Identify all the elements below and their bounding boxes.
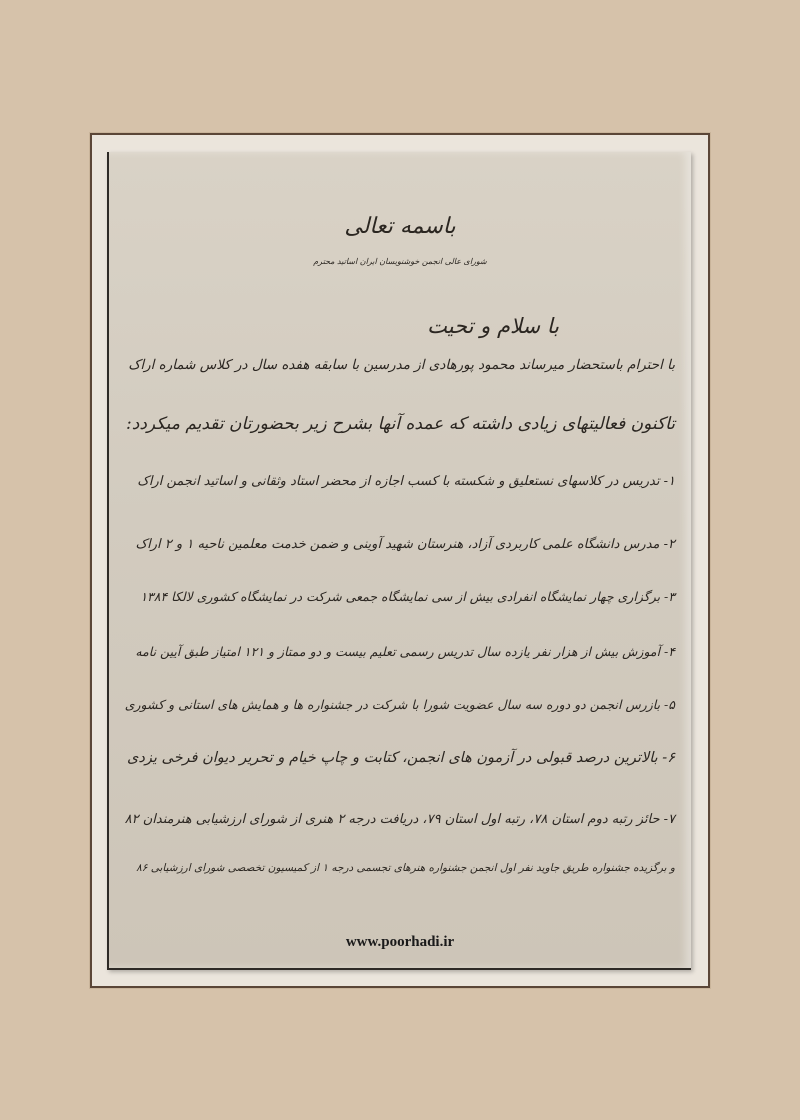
website-url: www.poorhadi.ir (345, 934, 455, 950)
intro-line: تاکنون فعالیتهای زیادی داشته که عمده آنها بشرح زیر بحضورتان تقدیم میکردد: (126, 414, 675, 434)
list-item: و برگزیده جشنواره طریق جاوید نفر اول انجمن جشنواره هنرهای تجسمی درجه ۱ از کمیسیون تخصصی شورای ارزشیابی ۸۶ (136, 862, 675, 874)
list-item: ۶- بالاترین درصد قبولی در آزمون های انجمن، کتابت و چاپ خیام و تحریر دیوان فرخی یزدی (127, 750, 675, 766)
list-item: ۵- بازرس انجمن دو دوره سه سال عضویت شورا با شرکت در جشنواره ها و همایش های استانی و کشوری (124, 697, 675, 712)
list-item: ۴- آموزش بیش از هزار نفر یازده سال تدریس رسمی تعلیم بیست و دو ممتاز و ۱۲۱ امتیاز طبق آیین نامه (135, 644, 675, 659)
list-item: ۱- تدریس در کلاسهای نستعلیق و شکسته با کسب اجازه از محضر استاد وثقانی و اساتید انجمن اراک (137, 474, 675, 489)
list-item: ۲- مدرس دانشگاه علمی کاربردی آزاد، هنرستان شهید آوینی و ضمن خدمت معلمین ناحیه ۱ و ۲ اراک (135, 537, 675, 552)
intro-line: با احترام باستحضار میرساند محمود پورهادی از مدرسین با سابقه هفده سال در کلاس شماره اراک (128, 357, 675, 373)
letter-heading: باسمه تعالی (344, 214, 456, 239)
picture-frame (90, 133, 710, 988)
calligraphy-letter (107, 152, 691, 970)
list-item: ۳- برگزاری چهار نمایشگاه انفرادی بیش از سی نمایشگاه جمعی شرکت در نمایشگاه کشوری لالکا ۱۳۸۴ (140, 589, 675, 604)
letter-recipient: شورای عالی انجمن خوشنویسان ایران اساتید محترم (313, 257, 487, 266)
letter-greeting: با سلام و تحیت (427, 314, 559, 338)
list-item: ۷- حائز رتبه دوم استان ۷۸، رتبه اول استان ۷۹، دریافت درجه ۲ هنری از شورای ارزشیابی هنرمندان ۸۲ (124, 812, 675, 827)
